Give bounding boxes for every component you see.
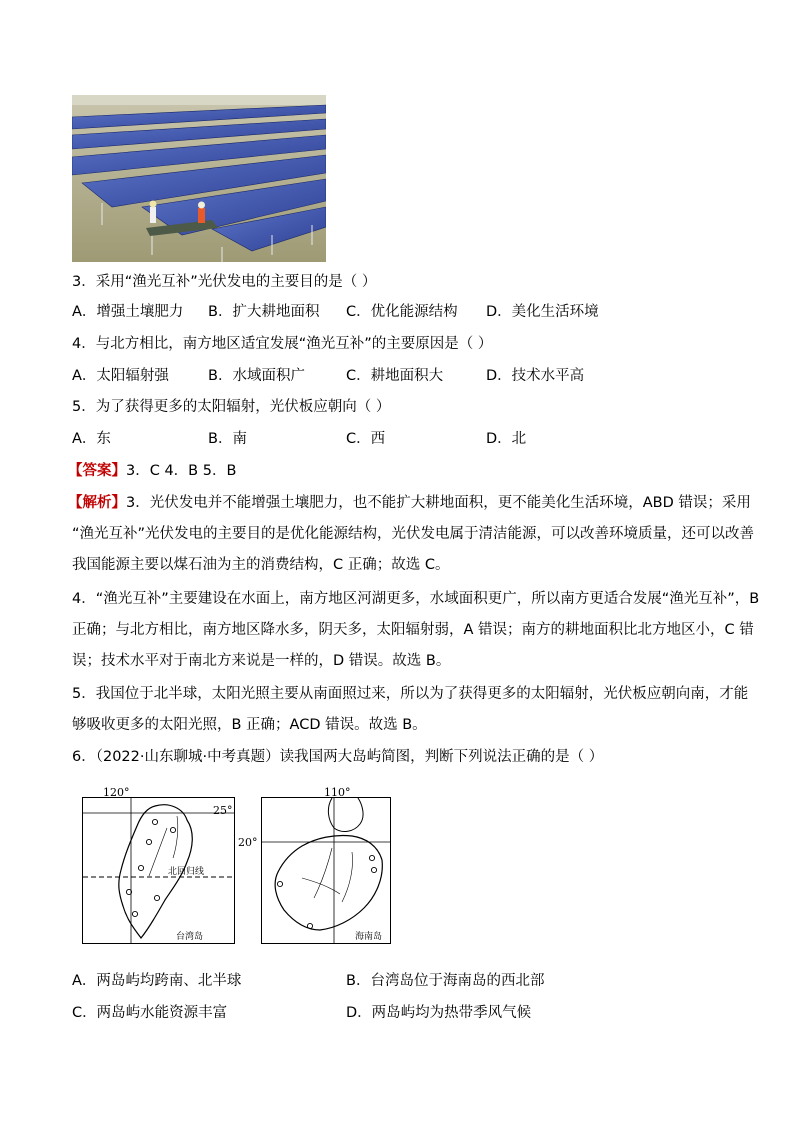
q6-option-a: A．两岛屿均跨南、北半球 [72, 973, 242, 989]
q4-option-d: D．技术水平高 [486, 368, 585, 384]
q4-option-c: C．耕地面积大 [346, 368, 444, 384]
q3-option-a: A．增强土壤肥力 [72, 304, 184, 320]
hainan-island-map [238, 786, 391, 944]
analysis-line-5: 正确；与北方相比，南方地区降水多，阴天多，太阳辐射弱，A 错误；南方的耕地面积比北方地区小，C 错 [72, 622, 754, 638]
analysis-tag: 【解析】 [68, 495, 126, 511]
answer-text: 3．C 4．B 5．B [126, 463, 237, 479]
q3-option-c: C．优化能源结构 [346, 304, 458, 320]
answer-tag: 【答案】 [68, 463, 126, 479]
taiwan-island-map [82, 786, 235, 944]
hainan-latitude-label: 20° [238, 836, 258, 849]
analysis-text: 3．光伏发电并不能增强土壤肥力，也不能扩大耕地面积，更不能美化生活环境，ABD 错误；采用 [126, 495, 751, 511]
q5-option-b: B．南 [208, 431, 247, 447]
q5-stem: 5．为了获得更多的太阳辐射，光伏板应朝向（ ） [72, 399, 391, 415]
taiwan-longitude-label: 120° [103, 786, 130, 799]
analysis-line-6: 误；技术水平对于南北方来说是一样的，D 错误。故选 B。 [72, 653, 451, 669]
tropic-of-cancer-label: 北回归线 [168, 867, 205, 877]
q3-option-b: B．扩大耕地面积 [208, 304, 320, 320]
taiwan-latitude-label: 25° [213, 804, 233, 817]
analysis-line-3: 我国能源主要以煤石油为主的消费结构，C 正确；故选 C。 [72, 557, 450, 573]
q6-option-c: C．两岛屿水能资源丰富 [72, 1005, 228, 1021]
solar-panel-illustration [72, 95, 326, 262]
fishery-solar-photo [72, 95, 326, 262]
hainan-longitude-label: 110° [324, 786, 351, 799]
q4-option-a: A．太阳辐射强 [72, 368, 169, 384]
q6-stem: 6．（2022·山东聊城·中考真题）读我国两大岛屿简图，判断下列说法正确的是（ ） [72, 749, 604, 765]
analysis-line-1 [68, 493, 751, 513]
hainan-outline [262, 798, 390, 943]
q3-option-d: D．美化生活环境 [486, 304, 599, 320]
q5-option-c: C．西 [346, 431, 386, 447]
q5-option-a: A．东 [72, 431, 111, 447]
q4-option-b: B．水域面积广 [208, 368, 305, 384]
q6-option-b: B．台湾岛位于海南岛的西北部 [346, 973, 545, 989]
taiwan-name-label: 台湾岛 [176, 932, 204, 942]
q5-option-d: D．北 [486, 431, 527, 447]
taiwan-outline [83, 798, 234, 943]
q4-stem: 4．与北方相比，南方地区适宜发展“渔光互补”的主要原因是（ ） [72, 336, 493, 352]
q3-stem: 3．采用“渔光互补”光伏发电的主要目的是（ ） [72, 274, 377, 290]
analysis-line-8: 够吸收更多的太阳光照，B 正确；ACD 错误。故选 B。 [72, 717, 427, 733]
hainan-name-label: 海南岛 [355, 932, 383, 942]
answer-line [68, 461, 236, 481]
analysis-line-7: 5．我国位于北半球，太阳光照主要从南面照过来，所以为了获得更多的太阳辐射，光伏板应朝向南，才能 [72, 686, 749, 702]
analysis-line-2: “渔光互补”光伏发电的主要目的是优化能源结构，光伏发电属于清洁能源，可以改善环境质量，还可以改善 [72, 526, 755, 542]
analysis-line-4: 4．“渔光互补”主要建设在水面上，南方地区河湖更多，水域面积更广，所以南方更适合发展“渔光互补”，B [72, 591, 760, 607]
q6-option-d: D．两岛屿均为热带季风气候 [346, 1005, 532, 1021]
